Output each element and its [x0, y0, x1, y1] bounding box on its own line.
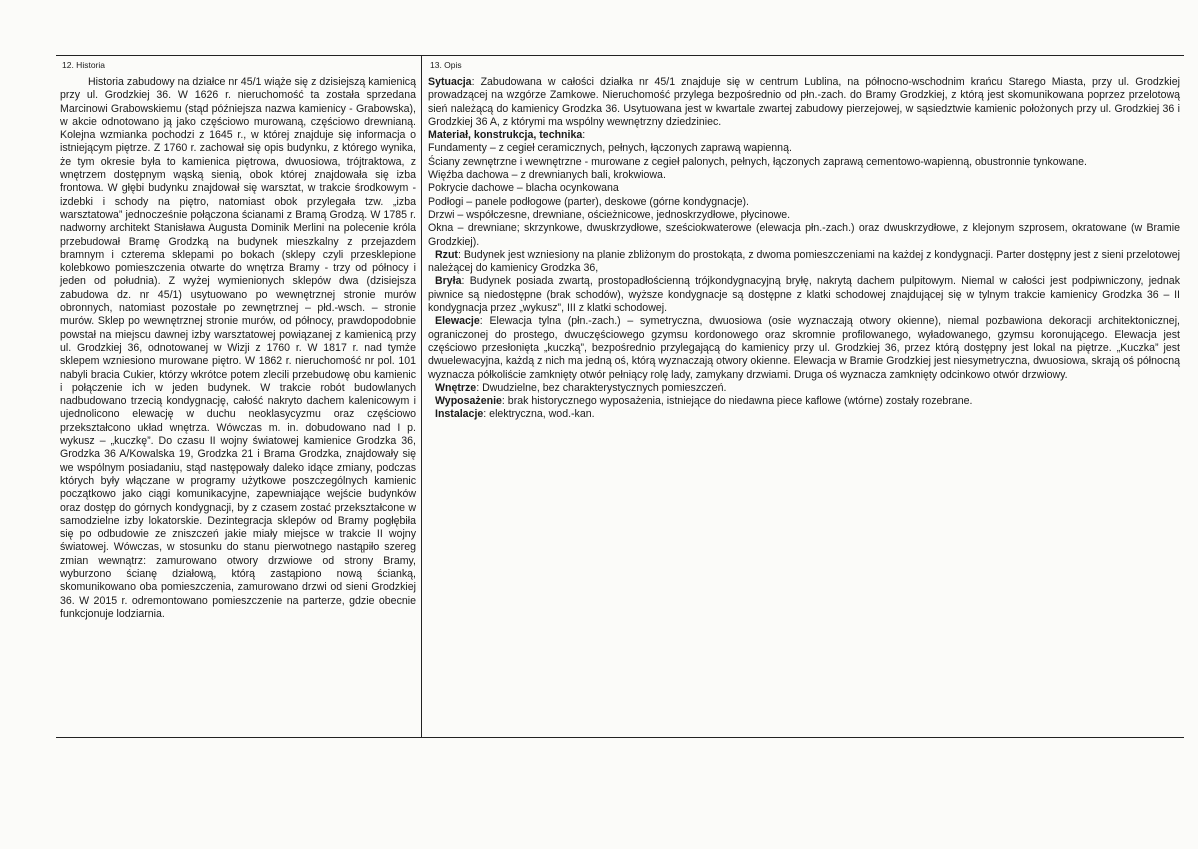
- paragraph-text: Ściany zewnętrzne i wewnętrzne - murowane z cegieł palonych, pełnych, łączonych zaprawą cementowo-wapienną, obustronnie tynkowane.: [428, 155, 1087, 168]
- paragraph-label: Materiał, konstrukcja, technika: [428, 129, 583, 142]
- description-paragraph: [428, 129, 1180, 142]
- paragraph-label: Instalacje: [435, 408, 484, 421]
- description-paragraph: [428, 275, 1180, 315]
- paragraph-text: : elektryczna, wod.-kan.: [483, 408, 595, 421]
- description-paragraphs: [428, 76, 1180, 422]
- description-paragraph: [428, 249, 1180, 276]
- paragraph-text: Fundamenty – z cegieł ceramicznych, pełnych, łączonych zaprawą wapienną.: [428, 142, 792, 155]
- paragraph-text: : Budynek posiada zwartą, prostopadłościenną trójkondygnacyjną bryłę, nakrytą dachem pulpitowym. Niemal w całości jest podpiwniczony, jednak piwnice są niedostępne (brak schodów), wyższe kondygnacje są dostępne z klatki schodowej znajdującej się w tylnym trakcie kamienicy Grodzka 36 – II kondygnacja przez „wykusz”, III z klatki schodowej.: [428, 275, 1180, 315]
- paragraph-text: Pokrycie dachowe – blacha ocynkowana: [428, 182, 619, 195]
- paragraph-text: : brak historycznego wyposażenia, istniejące do niedawna piece kaflowe (wtórne) zostały rozebrane.: [501, 395, 973, 408]
- description-paragraph: [428, 76, 1180, 129]
- paragraph-label: Sytuacja: [428, 76, 472, 88]
- paragraph-label: Rzut: [435, 248, 458, 261]
- description-paragraph: [428, 395, 1180, 408]
- paragraph-text: :: [582, 129, 586, 142]
- paragraph-text: Drzwi – współczesne, drewniane, ościeżnicowe, jednoskrzydłowe, płycinowe.: [428, 208, 791, 221]
- history-text: Historia zabudowy na działce nr 45/1 wiąże się z dzisiejszą kamienicą przy ul. Grodzkiej 36. W 1626 r. nieruchomość ta została sprzedana Marcinowi Grabowskiemu (stąd późniejsza nazwa kamienicy - Grabowska), w akcie odnotowano ją jako częściowo murowaną, częściowo drewnianą. Kolejna wzmianka pochodzi z 1645 r., w której znajduje się informacja o istniejącym piętrze. Z 1760 r. zachował się opis budynku, z którego wynika, że tym okresie była to kamienica piętrowa, dwuosiowa, trójtraktowa, z wnętrzem dostępnym wąską sienią, obok której znajdowała się izba frontowa. W głębi budynku znajdował się warsztat, w trakcie środkowym - izdebki i schody na piętro, natomiast obok przylegała tzw. „izba warsztatowa” jednocześnie połączona ścianami z Bramą Grodzą. W 1785 r. nadworny architekt Stanisława Augusta Dominik Merlini na polecenie króla przebudował Bramę Grodzką na budynek mieszkalny z przejazdem bramnym i czterema sklepami po bokach (sklepy czyli przesklepione kolebkowo pomieszczenia otwarte do wnętrza Bramy - trzy od północy i jeden od południa). Z wyżej wymienionych sklepów dwa (dzisiejsza zabudowa dz. nr 45/1) usytuowano po wewnętrznej stronie murów obronnych, natomiast pozostałe po zewnętrznej – płd.-wsch. – stronie murów. Sklep po wewnętrznej stronie murów, od północy, prawdopodobnie powstał na miejscu dawnej izby warsztatowej powiązanej z kamienicą przy ul. Grodzkiej 36, odnotowanej w Wizji z 1760 r. W 1817 r. nad tymże sklepem wzniesiono murowane piętro. W 1862 r. nieruchomość nr pol. 101 nabyli bracia Cukier, którzy wkrótce potem zlecili przebudowę obu kamienic i połączenie ich w jeden budynek. W trakcie robót budowlanych nadbudowano trzecią kondygnację, całość nakryto dachem kalenicowym i ujednolicono elewację w duchu neoklasycyzmu oraz częściowo przekształcono układ wnętrza. Wówczas m. in. dobudowano nad I p. wykusz – „kuczkę”. Do czasu II wojny światowej kamienice Grodzka 36, Grodzka 36 A/Kowalska 19, Grodzka 21 i Brama Grodzka, znajdowały się we wspólnym posiadaniu, stąd następowały daleko idące zmiany, podczas których były włączane w programy użytkowe poszczególnych kamienic początkowo jako ciągi komunikacyjne, zapewniające wejście budynków oraz dostęp do górnych kondygnacji, by z czasem zostać przekształcone w samodzielne izby lokatorskie. Dezintegracja sklepów od Bramy pogłębiła się po odbudowie ze zniszczeń jakie miały miejsce w trakcie II wojny światowej. Wówczas, w stosunku do stanu pierwotnego nastąpiło szereg zmian wewnątrz: zamurowano otwory drzwiowe od strony Bramy, wyburzono ścianę działową, którą zastąpiono nową ścianką, skomunikowano oba pomieszczenia, zamurowano drzwi od sieni Grodzkiej 36. W 2015 r. odremontowano pomieszczenie na parterze, gdzie obecnie funkcjonuje lodziarnia.: [60, 76, 416, 620]
- paragraph-label: Elewacje: [435, 315, 480, 328]
- paragraph-text: : Dwudzielne, bez charakterystycznych pomieszczeń.: [476, 381, 727, 394]
- description-paragraph: [428, 408, 1180, 421]
- paragraph-text: : Zabudowana w całości działka nr 45/1 znajduje się w centrum Lublina, na północno-wschodnim krańcu Starego Miasta, przy ul. Grodzkiej prowadzącej na wzgórze Zamkowe. Nieruchomość przylega bezpośrednio od płn.-zach. do Bramy Grodzkiej, z którą jest skomunikowana poprzez przelotową sień należącą do kamienicy Grodzka 36. Usytuowana jest w kwartale zwartej zabudowy pierzejowej, w sąsiedztwie kamienic położonych przy ul. Grodzkiej 36 i Grodzkiej 36 A, z którymi ma wspólny wewnętrzny dziedziniec.: [428, 76, 1180, 128]
- paragraph-text: : Budynek jest wzniesiony na planie zbliżonym do prostokąta, z dwoma pomieszczeniami na każdej z kondygnacji. Parter dostępny jest z sieni przelotowej należącej do kamienicy Grodzka 36,: [428, 248, 1180, 275]
- history-column: [56, 56, 422, 737]
- paragraph-label: Wyposażenie: [435, 395, 502, 408]
- description-column: [422, 56, 1184, 737]
- description-paragraph: [428, 196, 1180, 209]
- description-paragraph: [428, 209, 1180, 222]
- description-paragraph: [428, 222, 1180, 249]
- description-paragraph: [428, 142, 1180, 155]
- paragraph-label: Bryła: [435, 275, 462, 288]
- description-heading: 13. Opis: [430, 60, 462, 70]
- description-paragraph: [428, 315, 1180, 381]
- paragraph-text: Podłogi – panele podłogowe (parter), deskowe (górne kondygnacje).: [428, 195, 749, 208]
- description-table: [56, 55, 1184, 738]
- description-paragraph: [428, 182, 1180, 195]
- paragraph-label: Wnętrze: [435, 381, 477, 394]
- description-paragraph: [428, 382, 1180, 395]
- paragraph-text: : Elewacja tylna (płn.-zach.) – symetryczna, dwuosiowa (osie wyznaczają otwory okienne), niemal pozbawiona dekoracji architektonicznej, ograniczonej do prostego, dwuczęściowego gzymsu kordonowego oraz skromnie profilowanego, wyładowanego, gzymsu koronującego. Elewacja jest częściowo przesłonięta „kuczką”, bezpośrednio przylegającą do kamienicy przy ul. Grodzkiej 36, przez którą dostępny jest lokal na piętrze. „Kuczka” jest dwuelewacyjna, każdą z nich ma jedną oś, którą wyznaczają otwory okienne. Elewacja w Bramie Grodzkiej jest niesymetryczna, dwuosiowa, skrają oś północną wyznacza półkoliście zamknięty otwór pełniący rolę lady, zamykany drzwiami. Druga oś wyznacza zamknięty odcinkowo otwór drzwiowy.: [428, 315, 1180, 381]
- history-heading: 12. Historia: [62, 60, 105, 70]
- paragraph-text: Okna – drewniane; skrzynkowe, dwuskrzydłowe, sześciokwaterowe (elewacja płn.-zach.) oraz dwuskrzydłowe, z klejonym szprosem, okratowane (w Bramie Grodzkiej).: [428, 222, 1180, 248]
- description-paragraph: [428, 156, 1180, 169]
- description-paragraph: [428, 169, 1180, 182]
- paragraph-text: Więźba dachowa – z drewnianych bali, krokwiowa.: [428, 169, 666, 182]
